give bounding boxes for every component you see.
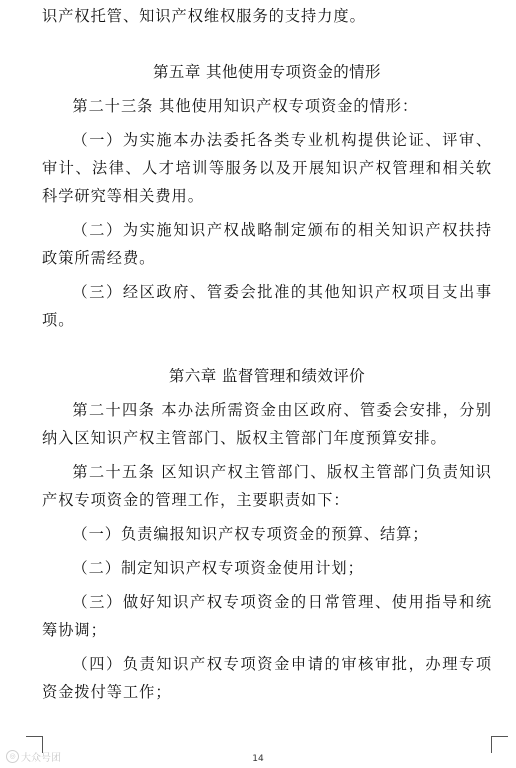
article-25-item-4: （四）负责知识产权专项资金申请的审核审批，办理专项资金拨付等工作； (42, 655, 492, 701)
watermark-text: 大众号团 (21, 753, 61, 764)
chapter-5-heading: 第五章 其他使用专项资金的情形 (153, 63, 381, 81)
crop-mark-bottom-right (491, 736, 508, 753)
watermark (6, 749, 61, 764)
article-25-item-1: （一）负责编报知识产权专项资金的预算、结算； (72, 525, 429, 543)
article-25-item-2: （二）制定知识产权专项资金使用计划； (72, 559, 364, 577)
page-number: 14 (252, 754, 264, 764)
watermark-logo-icon: ◎ (6, 750, 19, 763)
chapter-6-heading: 第六章 监督管理和绩效评价 (168, 367, 366, 385)
article-23-item-1: （一）为实施本办法委托各类专业机构提供论证、评审、审计、法律、人才培训等服务以及开展知识产权管理和相关软科学研究等相关费用。 (42, 131, 492, 205)
article-25-item-3: （三）做好知识产权专项资金的日常管理、使用指导和统筹协调； (42, 593, 492, 639)
article-23-item-3: （三）经区政府、管委会批准的其他知识产权项目支出事项。 (42, 283, 492, 329)
article-25: 第二十五条 区知识产权主管部门、版权主管部门负责知识产权专项资金的管理工作，主要职责如下： (42, 463, 492, 509)
paragraph-continuation: 识产权托管、知识产权维权服务的支持力度。 (42, 7, 366, 25)
article-23-item-2: （二）为实施知识产权战略制定颁布的相关知识产权扶持政策所需经费。 (42, 221, 492, 267)
article-24: 第二十四条 本办法所需资金由区政府、管委会安排，分别纳入区知识产权主管部门、版权主管部门年度预算安排。 (42, 401, 492, 447)
article-23: 第二十三条 其他使用知识产权专项资金的情形： (72, 97, 419, 115)
document-body (42, 2, 492, 712)
